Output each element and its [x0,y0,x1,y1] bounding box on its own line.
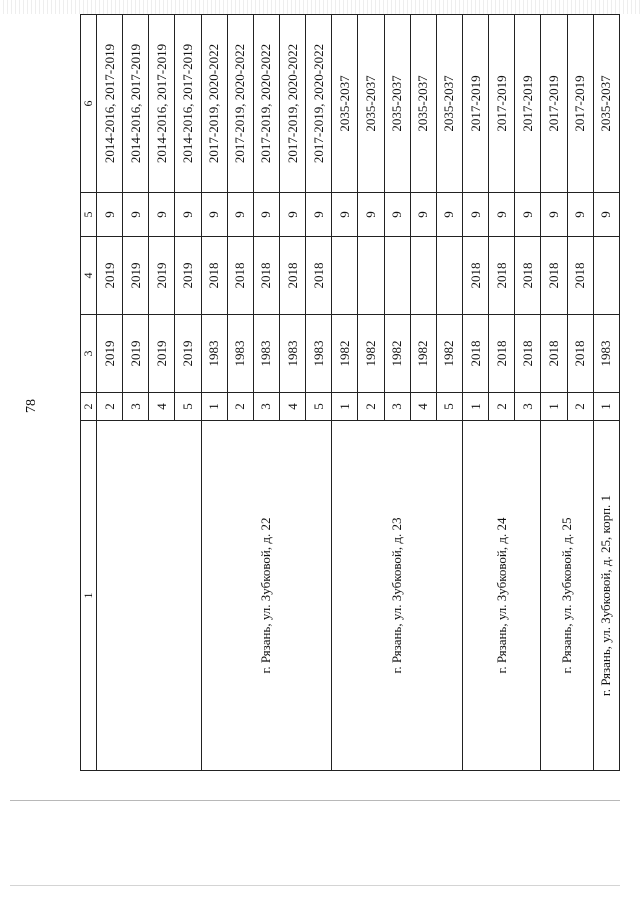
table-cell: 2035-2037 [410,15,436,193]
table-cell: 1983 [201,315,227,393]
table-cell: 4 [279,393,305,421]
table-cell: 1 [201,393,227,421]
table-cell: 2014-2016, 2017-2019 [123,15,149,193]
table-cell: 2035-2037 [593,15,619,193]
table-cell: 2018 [541,237,567,315]
table-cell: 2019 [123,237,149,315]
table-cell: 3 [253,393,279,421]
header-cell: 1 [81,421,97,771]
table-cell: 2 [227,393,253,421]
table-row [541,15,567,771]
table-cell: 2018 [227,237,253,315]
header-cell: 5 [81,193,97,237]
table-cell: 9 [358,193,384,237]
table-cell: 1982 [358,315,384,393]
table-body [97,15,620,771]
page-number: 78 [24,399,39,413]
table-cell: 9 [97,193,123,237]
table-cell: 2017-2019 [567,15,593,193]
rotated-table-wrapper [80,15,620,771]
table-cell: 1 [462,393,488,421]
table-cell: 1983 [253,315,279,393]
table-cell: 2017-2019, 2020-2022 [227,15,253,193]
table-cell: 1 [541,393,567,421]
table-cell: 9 [306,193,332,237]
table-cell: 2018 [489,237,515,315]
table-cell: 9 [541,193,567,237]
header-cell: 3 [81,315,97,393]
table-cell: 2 [567,393,593,421]
address-cell: г. Рязань, ул. Зубковой, д. 23 [332,421,463,771]
table-cell: 9 [201,193,227,237]
table-cell: 1983 [227,315,253,393]
table-cell: 2017-2019 [541,15,567,193]
table-cell: 2035-2037 [332,15,358,193]
table-cell: 1 [332,393,358,421]
table-cell: 9 [227,193,253,237]
table-cell: 2019 [149,315,175,393]
header-cell: 2 [81,393,97,421]
table-cell: 2017-2019 [515,15,541,193]
table-cell: 2035-2037 [384,15,410,193]
table-cell: 2035-2037 [358,15,384,193]
table-cell: 1983 [279,315,305,393]
header-cell: 4 [81,237,97,315]
table-cell: 5 [175,393,201,421]
table-cell: 2018 [462,237,488,315]
table-cell: 2017-2019, 2020-2022 [253,15,279,193]
table-cell: 3 [384,393,410,421]
table-cell: 4 [149,393,175,421]
address-cell [97,421,202,771]
table-cell: 2 [97,393,123,421]
table-cell: 2018 [306,237,332,315]
table-cell: 2018 [279,237,305,315]
table-cell: 5 [436,393,462,421]
table-cell: 2018 [567,237,593,315]
address-cell: г. Рязань, ул. Зубковой, д. 24 [462,421,540,771]
table-cell: 1982 [436,315,462,393]
table-cell: 2035-2037 [436,15,462,193]
table-row [201,15,227,771]
table-row [332,15,358,771]
table-cell: 9 [489,193,515,237]
table-cell: 2018 [201,237,227,315]
table-cell: 2019 [123,315,149,393]
table-cell: 2017-2019, 2020-2022 [279,15,305,193]
table-cell: 9 [384,193,410,237]
scan-noise [0,0,640,14]
table-cell: 9 [593,193,619,237]
table-cell: 2017-2019 [462,15,488,193]
table-cell [358,237,384,315]
table-cell: 1982 [410,315,436,393]
table-row [462,15,488,771]
table-cell: 2019 [97,237,123,315]
header-cell: 6 [81,15,97,193]
table-cell: 9 [253,193,279,237]
table-cell: 4 [410,393,436,421]
table-cell: 1983 [306,315,332,393]
table-cell: 5 [306,393,332,421]
table-cell [410,237,436,315]
table-cell [593,237,619,315]
table-cell: 2018 [567,315,593,393]
table-row [593,15,619,771]
scan-line [10,800,620,801]
table-cell: 1983 [593,315,619,393]
table-cell: 9 [410,193,436,237]
table-cell: 2018 [489,315,515,393]
table-cell: 9 [149,193,175,237]
table-header-row [81,15,97,771]
table-cell: 1 [593,393,619,421]
table-cell: 9 [175,193,201,237]
table-cell: 2018 [515,315,541,393]
address-cell: г. Рязань, ул. Зубковой, д. 25 [541,421,593,771]
table-cell: 1982 [384,315,410,393]
table-cell: 1982 [332,315,358,393]
table-cell: 9 [567,193,593,237]
table-cell: 2 [358,393,384,421]
table-cell: 2019 [149,237,175,315]
address-cell: г. Рязань, ул. Зубковой, д. 22 [201,421,332,771]
table-cell [436,237,462,315]
table-cell: 2014-2016, 2017-2019 [175,15,201,193]
table-cell: 2014-2016, 2017-2019 [149,15,175,193]
table-cell: 2019 [175,315,201,393]
document-table [80,14,620,771]
table-cell: 2019 [97,315,123,393]
table-cell [384,237,410,315]
table-cell: 2 [489,393,515,421]
scan-line [10,885,620,886]
table-cell: 2018 [462,315,488,393]
table-cell: 3 [515,393,541,421]
table-cell: 2014-2016, 2017-2019 [97,15,123,193]
table-cell: 9 [332,193,358,237]
table-cell: 9 [436,193,462,237]
table-cell: 2018 [253,237,279,315]
table-cell [332,237,358,315]
address-cell: г. Рязань, ул. Зубковой, д. 25, корп. 1 [593,421,619,771]
table-cell: 2017-2019 [489,15,515,193]
table-cell: 9 [279,193,305,237]
table-cell: 2018 [541,315,567,393]
table-cell: 9 [462,193,488,237]
table-cell: 9 [515,193,541,237]
table-cell: 9 [123,193,149,237]
table-cell: 3 [123,393,149,421]
table-row [97,15,123,771]
table-cell: 2018 [515,237,541,315]
table-cell: 2017-2019, 2020-2022 [201,15,227,193]
table-cell: 2019 [175,237,201,315]
table-cell: 2017-2019, 2020-2022 [306,15,332,193]
